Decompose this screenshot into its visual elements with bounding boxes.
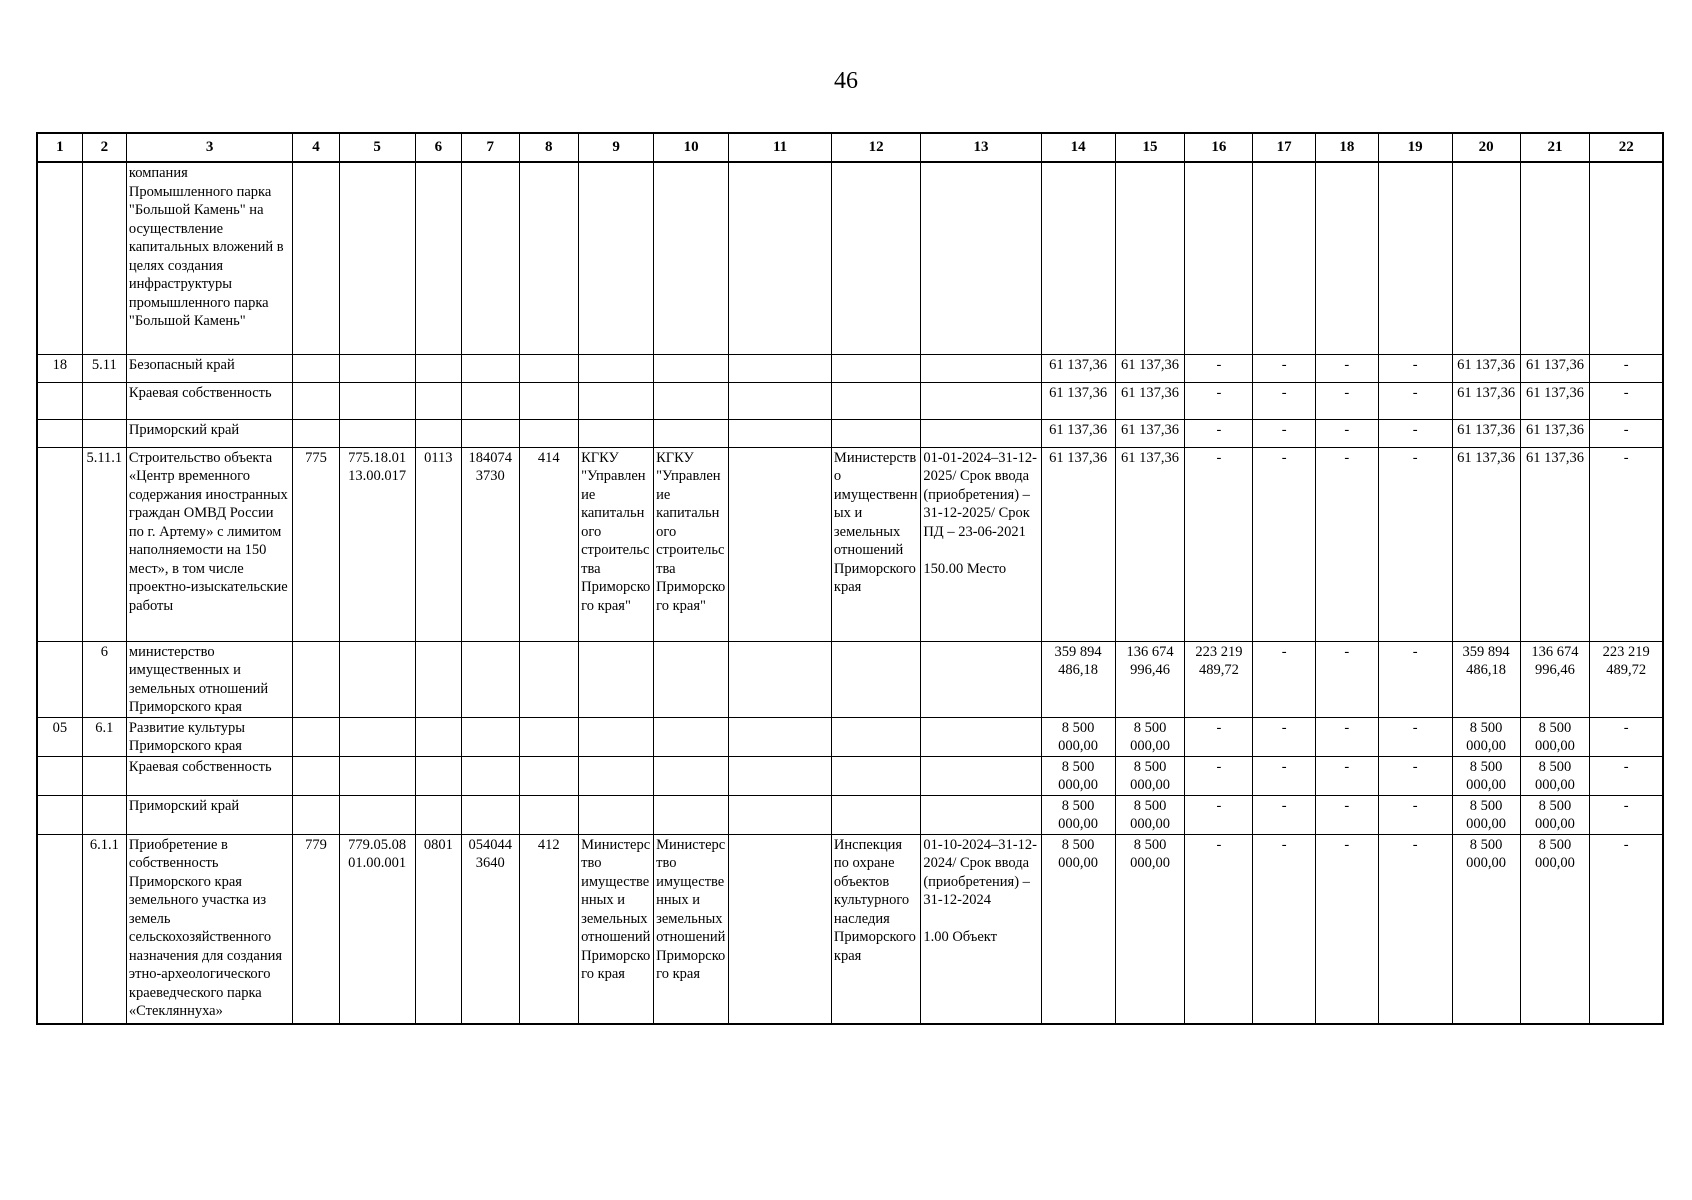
cell-col-18: - <box>1315 447 1378 641</box>
cell-col-15 <box>1115 162 1185 354</box>
cell-col-20: 8 500 000,00 <box>1452 717 1520 756</box>
page-number: 46 <box>834 68 858 94</box>
cell-col-8 <box>519 717 579 756</box>
cell-col-1 <box>37 162 82 354</box>
cell-col-5 <box>339 641 415 717</box>
cell-col-14: 359 894 486,18 <box>1041 641 1115 717</box>
cell-col-15: 61 137,36 <box>1115 382 1185 419</box>
table-row <box>37 834 1663 1024</box>
cell-col-18 <box>1315 162 1378 354</box>
cell-col-13 <box>921 419 1041 447</box>
cell-col-3: Строительство объекта «Центр временного содержания иностранных граждан ОМВД России по г. Артему» с лимитом наполняемости на 150 мест», в том числе проектно-изыскательские работы <box>126 447 293 641</box>
cell-col-5 <box>339 756 415 795</box>
cell-col-8 <box>519 162 579 354</box>
data-table <box>36 132 1664 1025</box>
cell-col-13 <box>921 382 1041 419</box>
column-header-11: 11 <box>729 133 832 162</box>
cell-col-2: 5.11.1 <box>82 447 126 641</box>
cell-col-6 <box>415 641 461 717</box>
cell-col-17: - <box>1253 419 1316 447</box>
cell-col-3: Безопасный край <box>126 354 293 382</box>
cell-col-8 <box>519 641 579 717</box>
cell-col-3: Приморский край <box>126 419 293 447</box>
cell-col-9 <box>579 354 654 382</box>
cell-col-9 <box>579 162 654 354</box>
cell-col-16: - <box>1185 717 1253 756</box>
cell-col-5 <box>339 382 415 419</box>
column-header-7: 7 <box>461 133 519 162</box>
cell-col-6 <box>415 717 461 756</box>
cell-col-12 <box>831 382 920 419</box>
cell-col-18: - <box>1315 834 1378 1024</box>
cell-col-10 <box>654 756 729 795</box>
cell-col-3: компания Промышленного парка "Большой Камень" на осуществление капитальных вложений в целях создания инфраструктуры промышленного парка "Большой Камень" <box>126 162 293 354</box>
cell-col-7 <box>461 756 519 795</box>
cell-col-4 <box>293 419 339 447</box>
cell-col-14: 61 137,36 <box>1041 419 1115 447</box>
cell-col-16: - <box>1185 795 1253 834</box>
cell-col-15: 8 500 000,00 <box>1115 717 1185 756</box>
cell-col-7 <box>461 162 519 354</box>
cell-col-9 <box>579 382 654 419</box>
cell-col-2 <box>82 162 126 354</box>
cell-col-16 <box>1185 162 1253 354</box>
cell-col-13 <box>921 641 1041 717</box>
cell-col-15: 8 500 000,00 <box>1115 795 1185 834</box>
cell-col-19: - <box>1378 382 1452 419</box>
column-header-16: 16 <box>1185 133 1253 162</box>
cell-col-2 <box>82 756 126 795</box>
cell-col-5 <box>339 354 415 382</box>
cell-col-16: - <box>1185 756 1253 795</box>
cell-col-9 <box>579 756 654 795</box>
cell-col-14: 8 500 000,00 <box>1041 834 1115 1024</box>
cell-col-14: 61 137,36 <box>1041 447 1115 641</box>
table-body <box>37 162 1663 1024</box>
table-row <box>37 162 1663 354</box>
table-row <box>37 447 1663 641</box>
cell-col-13 <box>921 756 1041 795</box>
cell-col-5 <box>339 419 415 447</box>
cell-col-8 <box>519 795 579 834</box>
column-header-15: 15 <box>1115 133 1185 162</box>
column-header-21: 21 <box>1520 133 1590 162</box>
cell-col-17: - <box>1253 641 1316 717</box>
column-header-6: 6 <box>415 133 461 162</box>
cell-col-2: 5.11 <box>82 354 126 382</box>
cell-col-22: - <box>1590 354 1663 382</box>
cell-col-2 <box>82 795 126 834</box>
cell-col-19: - <box>1378 419 1452 447</box>
cell-col-8 <box>519 354 579 382</box>
cell-col-8 <box>519 756 579 795</box>
cell-col-20: 61 137,36 <box>1452 447 1520 641</box>
cell-col-20: 359 894 486,18 <box>1452 641 1520 717</box>
cell-col-8: 412 <box>519 834 579 1024</box>
cell-col-19: - <box>1378 447 1452 641</box>
cell-col-11 <box>729 447 832 641</box>
cell-col-2 <box>82 419 126 447</box>
cell-col-16: - <box>1185 382 1253 419</box>
cell-col-2 <box>82 382 126 419</box>
cell-col-18: - <box>1315 641 1378 717</box>
cell-col-7 <box>461 795 519 834</box>
cell-col-13: 01-01-2024–31-12-2025/ Срок ввода (приобретения) – 31-12-2025/ Срок ПД – 23-06-2021 150.00 Место <box>921 447 1041 641</box>
cell-col-3: Приморский край <box>126 795 293 834</box>
cell-col-21: 136 674 996,46 <box>1520 641 1590 717</box>
column-header-14: 14 <box>1041 133 1115 162</box>
cell-col-21: 8 500 000,00 <box>1520 795 1590 834</box>
cell-col-10 <box>654 795 729 834</box>
cell-col-4 <box>293 641 339 717</box>
cell-col-6: 0801 <box>415 834 461 1024</box>
cell-col-12 <box>831 354 920 382</box>
column-header-10: 10 <box>654 133 729 162</box>
cell-col-3: министерство имущественных и земельных отношений Приморского края <box>126 641 293 717</box>
cell-col-4: 775 <box>293 447 339 641</box>
cell-col-14: 8 500 000,00 <box>1041 756 1115 795</box>
cell-col-7 <box>461 717 519 756</box>
cell-col-1: 05 <box>37 717 82 756</box>
cell-col-20: 61 137,36 <box>1452 354 1520 382</box>
cell-col-18: - <box>1315 756 1378 795</box>
cell-col-7: 184074 3730 <box>461 447 519 641</box>
cell-col-21: 8 500 000,00 <box>1520 717 1590 756</box>
cell-col-20: 61 137,36 <box>1452 382 1520 419</box>
cell-col-13 <box>921 795 1041 834</box>
column-header-3: 3 <box>126 133 293 162</box>
cell-col-22: - <box>1590 795 1663 834</box>
cell-col-20: 61 137,36 <box>1452 419 1520 447</box>
column-header-22: 22 <box>1590 133 1663 162</box>
cell-col-8 <box>519 419 579 447</box>
cell-col-13 <box>921 717 1041 756</box>
table-row <box>37 795 1663 834</box>
cell-col-22: - <box>1590 447 1663 641</box>
cell-col-12: Министерство имущественных и земельных отношений Приморского края <box>831 447 920 641</box>
cell-col-10 <box>654 382 729 419</box>
cell-col-1 <box>37 641 82 717</box>
cell-col-3: Краевая собственность <box>126 756 293 795</box>
column-header-4: 4 <box>293 133 339 162</box>
cell-col-7 <box>461 641 519 717</box>
cell-col-9 <box>579 717 654 756</box>
cell-col-20: 8 500 000,00 <box>1452 834 1520 1024</box>
cell-col-9 <box>579 795 654 834</box>
cell-col-4 <box>293 354 339 382</box>
column-header-17: 17 <box>1253 133 1316 162</box>
cell-col-12 <box>831 756 920 795</box>
column-header-9: 9 <box>579 133 654 162</box>
cell-col-22: - <box>1590 419 1663 447</box>
cell-col-17: - <box>1253 447 1316 641</box>
cell-col-19: - <box>1378 354 1452 382</box>
cell-col-7 <box>461 382 519 419</box>
column-header-2: 2 <box>82 133 126 162</box>
cell-col-22: - <box>1590 756 1663 795</box>
cell-col-6 <box>415 795 461 834</box>
cell-col-8 <box>519 382 579 419</box>
cell-col-18: - <box>1315 354 1378 382</box>
cell-col-5 <box>339 717 415 756</box>
cell-col-7 <box>461 354 519 382</box>
cell-col-1 <box>37 419 82 447</box>
cell-col-15: 136 674 996,46 <box>1115 641 1185 717</box>
cell-col-9: КГКУ "Управление капитального строительства Приморского края" <box>579 447 654 641</box>
cell-col-7: 054044 3640 <box>461 834 519 1024</box>
cell-col-10 <box>654 162 729 354</box>
column-header-13: 13 <box>921 133 1041 162</box>
cell-col-14: 8 500 000,00 <box>1041 717 1115 756</box>
cell-col-11 <box>729 717 832 756</box>
cell-col-15: 8 500 000,00 <box>1115 756 1185 795</box>
header-row <box>37 133 1663 162</box>
cell-col-10 <box>654 641 729 717</box>
cell-col-12: Инспекция по охране объектов культурного наследия Приморского края <box>831 834 920 1024</box>
cell-col-1: 18 <box>37 354 82 382</box>
cell-col-6: 0113 <box>415 447 461 641</box>
column-header-18: 18 <box>1315 133 1378 162</box>
cell-col-21: 61 137,36 <box>1520 382 1590 419</box>
table-row <box>37 354 1663 382</box>
cell-col-6 <box>415 756 461 795</box>
cell-col-11 <box>729 162 832 354</box>
cell-col-12 <box>831 717 920 756</box>
cell-col-17: - <box>1253 756 1316 795</box>
cell-col-14: 61 137,36 <box>1041 382 1115 419</box>
cell-col-21: 61 137,36 <box>1520 354 1590 382</box>
cell-col-17: - <box>1253 354 1316 382</box>
cell-col-17: - <box>1253 795 1316 834</box>
cell-col-20 <box>1452 162 1520 354</box>
cell-col-1 <box>37 756 82 795</box>
cell-col-15: 61 137,36 <box>1115 419 1185 447</box>
cell-col-21: 61 137,36 <box>1520 447 1590 641</box>
cell-col-1 <box>37 382 82 419</box>
cell-col-18: - <box>1315 717 1378 756</box>
cell-col-2: 6.1.1 <box>82 834 126 1024</box>
cell-col-12 <box>831 795 920 834</box>
cell-col-14: 61 137,36 <box>1041 354 1115 382</box>
cell-col-11 <box>729 641 832 717</box>
cell-col-15: 8 500 000,00 <box>1115 834 1185 1024</box>
cell-col-1 <box>37 447 82 641</box>
cell-col-8: 414 <box>519 447 579 641</box>
cell-col-20: 8 500 000,00 <box>1452 795 1520 834</box>
cell-col-21 <box>1520 162 1590 354</box>
cell-col-3: Краевая собственность <box>126 382 293 419</box>
cell-col-17: - <box>1253 717 1316 756</box>
cell-col-17: - <box>1253 382 1316 419</box>
cell-col-6 <box>415 419 461 447</box>
column-header-1: 1 <box>37 133 82 162</box>
cell-col-13: 01-10-2024–31-12-2024/ Срок ввода (приобретения) – 31-12-2024 1.00 Объект <box>921 834 1041 1024</box>
cell-col-16: 223 219 489,72 <box>1185 641 1253 717</box>
table-row <box>37 756 1663 795</box>
cell-col-15: 61 137,36 <box>1115 354 1185 382</box>
cell-col-22 <box>1590 162 1663 354</box>
cell-col-16: - <box>1185 354 1253 382</box>
cell-col-5: 779.05.08 01.00.001 <box>339 834 415 1024</box>
cell-col-10 <box>654 354 729 382</box>
cell-col-19: - <box>1378 834 1452 1024</box>
cell-col-14 <box>1041 162 1115 354</box>
cell-col-17 <box>1253 162 1316 354</box>
cell-col-22: - <box>1590 382 1663 419</box>
cell-col-14: 8 500 000,00 <box>1041 795 1115 834</box>
cell-col-22: 223 219 489,72 <box>1590 641 1663 717</box>
cell-col-16: - <box>1185 419 1253 447</box>
cell-col-11 <box>729 756 832 795</box>
cell-col-3: Приобретение в собственность Приморского края земельного участка из земель сельскохозяйственного назначения для создания этно-археологического краеведческого парка «Стекляннуха» <box>126 834 293 1024</box>
cell-col-11 <box>729 354 832 382</box>
table-row <box>37 382 1663 419</box>
cell-col-10: КГКУ "Управление капитального строительства Приморского края" <box>654 447 729 641</box>
cell-col-18: - <box>1315 419 1378 447</box>
cell-col-12 <box>831 641 920 717</box>
cell-col-4 <box>293 756 339 795</box>
column-header-5: 5 <box>339 133 415 162</box>
cell-col-17: - <box>1253 834 1316 1024</box>
table-row <box>37 419 1663 447</box>
cell-col-15: 61 137,36 <box>1115 447 1185 641</box>
cell-col-16: - <box>1185 834 1253 1024</box>
cell-col-4 <box>293 717 339 756</box>
column-header-8: 8 <box>519 133 579 162</box>
cell-col-9: Министерство имущественных и земельных отношений Приморского края <box>579 834 654 1024</box>
cell-col-5 <box>339 795 415 834</box>
cell-col-18: - <box>1315 795 1378 834</box>
cell-col-6 <box>415 354 461 382</box>
cell-col-11 <box>729 834 832 1024</box>
cell-col-19: - <box>1378 717 1452 756</box>
cell-col-19: - <box>1378 641 1452 717</box>
cell-col-10 <box>654 717 729 756</box>
cell-col-11 <box>729 382 832 419</box>
cell-col-16: - <box>1185 447 1253 641</box>
cell-col-10: Министерство имущественных и земельных отношений Приморского края <box>654 834 729 1024</box>
cell-col-9 <box>579 641 654 717</box>
table-row <box>37 641 1663 717</box>
cell-col-6 <box>415 162 461 354</box>
cell-col-13 <box>921 354 1041 382</box>
cell-col-12 <box>831 419 920 447</box>
cell-col-5: 775.18.01 13.00.017 <box>339 447 415 641</box>
cell-col-10 <box>654 419 729 447</box>
cell-col-22: - <box>1590 834 1663 1024</box>
cell-col-19: - <box>1378 795 1452 834</box>
column-header-12: 12 <box>831 133 920 162</box>
cell-col-4 <box>293 382 339 419</box>
cell-col-13 <box>921 162 1041 354</box>
table-row <box>37 717 1663 756</box>
cell-col-9 <box>579 419 654 447</box>
cell-col-1 <box>37 834 82 1024</box>
cell-col-1 <box>37 795 82 834</box>
cell-col-2: 6.1 <box>82 717 126 756</box>
cell-col-5 <box>339 162 415 354</box>
cell-col-19 <box>1378 162 1452 354</box>
cell-col-12 <box>831 162 920 354</box>
cell-col-7 <box>461 419 519 447</box>
cell-col-18: - <box>1315 382 1378 419</box>
cell-col-4 <box>293 795 339 834</box>
column-header-20: 20 <box>1452 133 1520 162</box>
cell-col-21: 61 137,36 <box>1520 419 1590 447</box>
column-header-19: 19 <box>1378 133 1452 162</box>
cell-col-21: 8 500 000,00 <box>1520 834 1590 1024</box>
cell-col-22: - <box>1590 717 1663 756</box>
cell-col-4: 779 <box>293 834 339 1024</box>
cell-col-4 <box>293 162 339 354</box>
cell-col-20: 8 500 000,00 <box>1452 756 1520 795</box>
cell-col-11 <box>729 795 832 834</box>
cell-col-2: 6 <box>82 641 126 717</box>
cell-col-19: - <box>1378 756 1452 795</box>
cell-col-21: 8 500 000,00 <box>1520 756 1590 795</box>
cell-col-11 <box>729 419 832 447</box>
cell-col-6 <box>415 382 461 419</box>
cell-col-3: Развитие культуры Приморского края <box>126 717 293 756</box>
